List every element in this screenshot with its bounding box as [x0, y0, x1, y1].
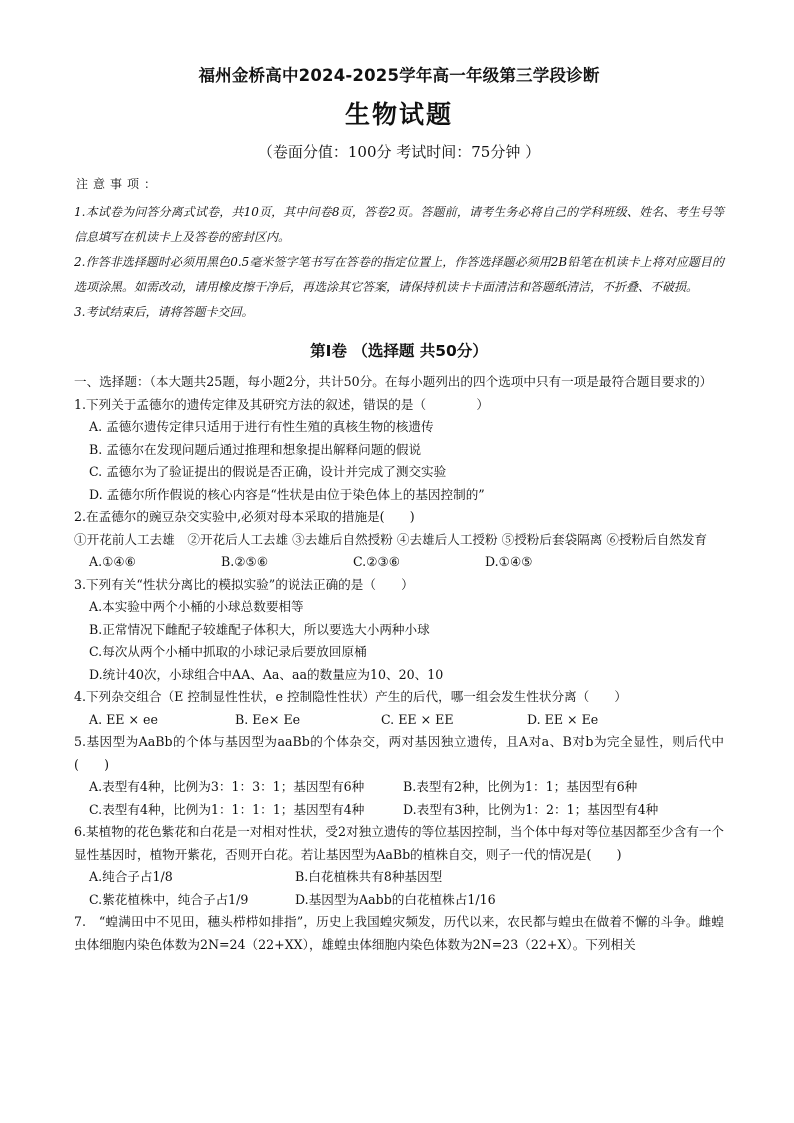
- option-d: D. EE × Ee: [527, 711, 599, 727]
- option-row: [89, 776, 724, 799]
- option-a: A.①④⑥: [89, 554, 136, 569]
- option-row: [89, 866, 724, 889]
- option-d: D. 孟德尔所作假说的核心内容是“性状是由位于染色体上的基因控制的”: [89, 486, 485, 502]
- option-row: [89, 799, 724, 822]
- option-a: A. EE × ee: [89, 711, 158, 727]
- option-c: C.每次从两个小桶中抓取的小球记录后要放回原桶: [89, 644, 367, 659]
- option-b: B. 孟德尔在发现问题后通过推理和想象提出解释问题的假说: [89, 441, 422, 457]
- question-1: [74, 394, 724, 507]
- option-c: C. EE × EE: [381, 711, 454, 727]
- question-2: [74, 506, 724, 574]
- option-c: C. 孟德尔为了验证提出的假说是否正确，设计并完成了测交实验: [89, 464, 447, 479]
- option-c: C.②③⑥: [353, 554, 401, 569]
- question-7: [74, 911, 724, 956]
- option-b: B. Ee× Ee: [235, 711, 301, 727]
- notice-title: 注意事项：: [76, 177, 162, 191]
- option-d: D.统计40次，小球组合中AA、Aa、aa的数量应为10、20、10: [89, 666, 444, 682]
- option-row: [89, 889, 724, 912]
- option-b: B.表型有2种，比例为1：1；基因型有6种: [403, 779, 638, 794]
- question-stem: 5.基因型为AaBb的个体与基因型为aaBb的个体杂交，两对基因独立遗传，且A对a、B对b为完全显性，则后代中( ): [74, 734, 724, 772]
- option-a: A.本实验中两个小桶的小球总数要相等: [89, 599, 304, 614]
- section-intro: 一、选择题：（本大题共25题，每小题2分，共计50分。在每小题列出的四个选项中只有一项是最符合题目要求的）: [74, 374, 713, 389]
- option-row: [89, 709, 724, 732]
- question-stem: 1.下列关于孟德尔的遗传定律及其研究方法的叙述，错误的是（ ）: [74, 396, 490, 412]
- question-stem: 7. “蝗满田中不见田，穗头栉栉如排指”，历史上我国蝗灾频发，历代以来，农民都与蝗虫在做着不懈的斗争。雌蝗虫体细胞内染色体数为2N=24（22+XX），雄蝗虫体细胞内染色体数为2N=23（22+X）。下列相关: [74, 914, 724, 952]
- notice-item: 2.作答非选择题时必须用黑色0.5毫米签字笔书写在答卷的指定位置上，作答选择题必须用2B铅笔在机读卡上将对应题目的选项涂黑。如需改动，请用橡皮擦干净后，再选涂其它答案，请保持机读卡卡面清洁和答题纸清洁，不折叠、不破损。: [74, 255, 724, 294]
- question-stem: 2.在孟德尔的豌豆杂交实验中,必须对母本采取的措施是( ): [74, 509, 415, 524]
- question-6: [74, 821, 724, 911]
- question-stem: 4.下列杂交组合（E 控制显性性状，e 控制隐性性状）产生的后代，哪一组会发生性状分离（ ）: [74, 689, 628, 704]
- exam-meta: （卷面分值：100分 考试时间：75分钟 ）: [257, 143, 541, 161]
- school-title: 福州金桥高中2024-2025学年高一年级第三学段诊断: [198, 66, 600, 85]
- question-stem: 3.下列有关“性状分离比的模拟实验”的说法正确的是（ ）: [74, 576, 414, 592]
- exam-page: [74, 62, 724, 956]
- subject-title: 生物试题: [344, 100, 453, 129]
- option-c: C.表型有4种，比例为1：1：1：1；基因型有4种: [89, 801, 365, 817]
- notice-item: 3.考试结束后，请将答题卡交回。: [74, 305, 254, 319]
- question-3: [74, 574, 724, 687]
- question-4: [74, 686, 724, 731]
- option-a: A. 孟德尔遗传定律只适用于进行有性生殖的真核生物的核遗传: [89, 419, 434, 434]
- option-b: B.白花植株共有8种基因型: [295, 869, 443, 884]
- option-a: A.纯合子占1/8: [89, 869, 173, 884]
- section-title: 第Ⅰ卷 （选择题 共50分）: [310, 342, 488, 360]
- option-d: D.基因型为Aabb的白花植株占1/16: [295, 891, 496, 907]
- option-row: [89, 551, 724, 574]
- notice-item: 1.本试卷为问答分离式试卷，共10页，其中问卷8页，答卷2页。答题前，请考生务必将自己的学科班级、姓名、考生号等信息填写在机读卡上及答卷的密封区内。: [74, 205, 724, 244]
- question-stem: 6.某植物的花色紫花和白花是一对相对性状，受2对独立遗传的等位基因控制，当个体中每对等位基因都至少含有一个显性基因时，植物开紫花，否则开白花。若让基因型为AaBb的植株自交，则子一代的情况是( ): [74, 824, 724, 862]
- option-b: B.②⑤⑥: [221, 554, 269, 569]
- question-text: ①开花前人工去雄 ②开花后人工去雄 ③去雄后自然授粉 ④去雄后人工授粉 ⑤授粉后套袋隔离 ⑥授粉后自然发育: [74, 531, 708, 547]
- option-d: D.表型有3种，比例为1：2：1；基因型有4种: [403, 801, 659, 817]
- option-c: C.紫花植株中，纯合子占1/9: [89, 891, 249, 907]
- option-a: A.表型有4种，比例为3：1：3：1；基因型有6种: [89, 779, 365, 794]
- option-b: B.正常情况下雌配子较雄配子体积大，所以要选大小两种小球: [89, 621, 430, 637]
- option-d: D.①④⑤: [485, 554, 533, 569]
- question-5: [74, 731, 724, 821]
